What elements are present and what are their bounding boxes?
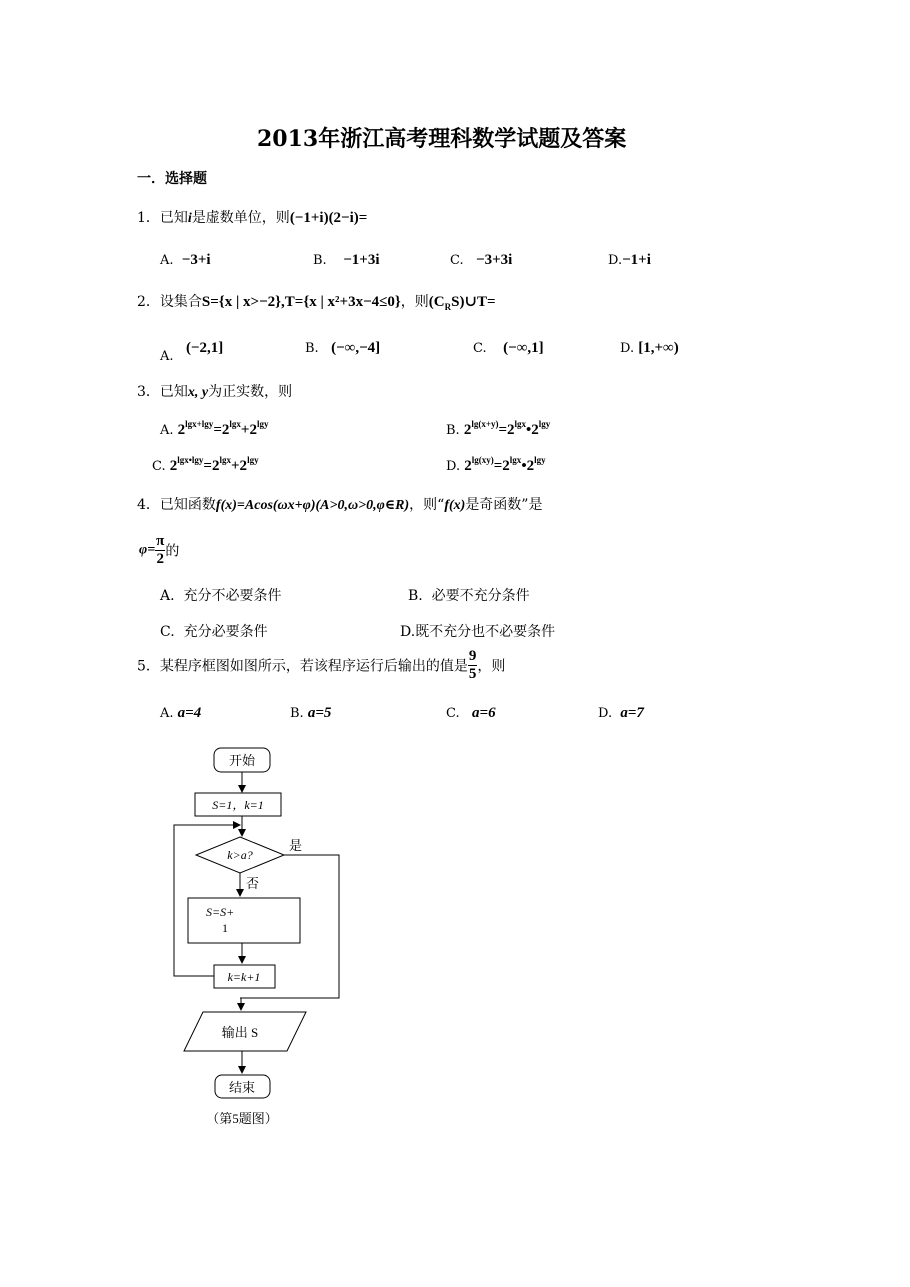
q1-option-a[interactable]: A. −3+i xyxy=(160,252,211,268)
flowchart-update-k-label: k=k+1 xyxy=(227,970,261,984)
page-title: 2013年浙江高考理科数学试题及答案 xyxy=(257,126,627,152)
q4-fraction: $\frac{\pi}{2}$ xyxy=(156,533,165,567)
q4-line2-tail: 的 xyxy=(165,543,180,560)
q2-expression-2: $(C_RS)\cup T=$ xyxy=(428,294,496,312)
q2-prefix: 2．设集合 xyxy=(137,294,202,310)
q4-expression: f(x)=Acos(ωx+φ)(A>0,ω>0,φ∈R) xyxy=(215,498,410,513)
q2-expression: S={x | x>−2},T={x | x²+3x−4≤0} xyxy=(201,294,401,310)
q4-option-b[interactable]: B. 必要不充分条件 xyxy=(408,588,530,604)
flowchart-end-label: 结束 xyxy=(228,1080,256,1095)
flowchart-yes-label: 是 xyxy=(289,838,303,853)
question-4 xyxy=(137,494,542,514)
q3-option-c[interactable]: C. $2^{lgx•lgy}=2^{lgx}+2^{lgy}$ xyxy=(152,455,259,474)
flowchart-no-label: 否 xyxy=(246,876,260,891)
q5-prefix: 5．某程序框图如图所示，若该程序运行后输出的值是 xyxy=(137,658,468,675)
q5-option-c[interactable]: C. a=6 xyxy=(446,705,496,721)
flowchart-output-label: 输出 S xyxy=(221,1025,259,1040)
q4-prefix: 4．已知函数 xyxy=(137,497,216,513)
q5-tail: ，则 xyxy=(477,658,506,675)
flowchart-caption: （第5题图） xyxy=(206,1111,278,1126)
q5-option-b[interactable]: B. a=5 xyxy=(290,705,332,721)
section-heading: 一．选择题 xyxy=(137,171,207,187)
q1-option-b[interactable]: B. −1+3i xyxy=(313,252,380,268)
q3-option-b[interactable]: B. $2^{lg(x+y)}=2^{lgx}•2^{lgy}$ xyxy=(446,419,551,438)
question-1 xyxy=(137,207,367,227)
flowchart-init-label: S=1，k=1 xyxy=(212,798,264,812)
q2-option-d[interactable]: D. [1,+∞) xyxy=(620,340,679,356)
question-5 xyxy=(137,648,505,683)
q2-mid: ，则 xyxy=(400,294,429,310)
q2-option-a[interactable]: A. (−2,1] xyxy=(160,340,224,364)
q4-expression-2: f(x) xyxy=(444,498,466,513)
q1-expression: (−1+i)(2−i)= xyxy=(289,210,368,226)
q1-prefix: 1．已知 xyxy=(137,210,188,226)
q4-phi: φ= xyxy=(139,542,156,558)
q1-option-d[interactable]: D.−1+i xyxy=(608,252,651,268)
question-4-line-2 xyxy=(139,533,179,568)
q3-option-d[interactable]: D. $2^{lg(xy)}=2^{lgx}•2^{lgy}$ xyxy=(446,455,546,474)
q4-mid: ，则“ xyxy=(409,497,445,513)
flowchart xyxy=(170,740,370,1135)
flowchart-condition-label: k>a? xyxy=(227,848,253,862)
q3-mid: 为正实数，则 xyxy=(208,384,293,400)
q1-var: i xyxy=(187,211,192,226)
flowchart-update-s-line1: S=S+ xyxy=(206,905,235,919)
q3-vars: x, y xyxy=(187,385,209,400)
question-2 xyxy=(137,291,496,312)
q3-option-a[interactable]: A. $2^{lgx+lgy}=2^{lgx}+2^{lgy}$ xyxy=(160,419,269,438)
q4-option-d[interactable]: D.既不充分也不必要条件 xyxy=(400,624,556,640)
q5-option-a[interactable]: A. a=4 xyxy=(160,705,202,721)
q1-mid: 是虚数单位，则 xyxy=(191,210,290,226)
flowchart-update-s-line2: 1 xyxy=(222,921,228,935)
q4-option-a[interactable]: A. 充分不必要条件 xyxy=(160,588,282,604)
flowchart-update-s-box xyxy=(188,898,300,943)
q2-option-b[interactable]: B. (−∞,−4] xyxy=(305,340,381,356)
q5-option-d[interactable]: D. a=7 xyxy=(598,705,644,721)
q2-option-c[interactable]: C. (−∞,1] xyxy=(473,340,544,356)
question-3 xyxy=(137,381,292,401)
flowchart-start-label: 开始 xyxy=(228,753,256,768)
q4-option-c[interactable]: C. 充分必要条件 xyxy=(160,624,268,640)
q4-tail: 是奇函数”是 xyxy=(465,497,543,513)
q1-option-c[interactable]: C. −3+3i xyxy=(450,252,513,268)
q3-prefix: 3．已知 xyxy=(137,384,188,400)
q5-fraction: $\frac{9}{5}$ xyxy=(468,648,477,682)
